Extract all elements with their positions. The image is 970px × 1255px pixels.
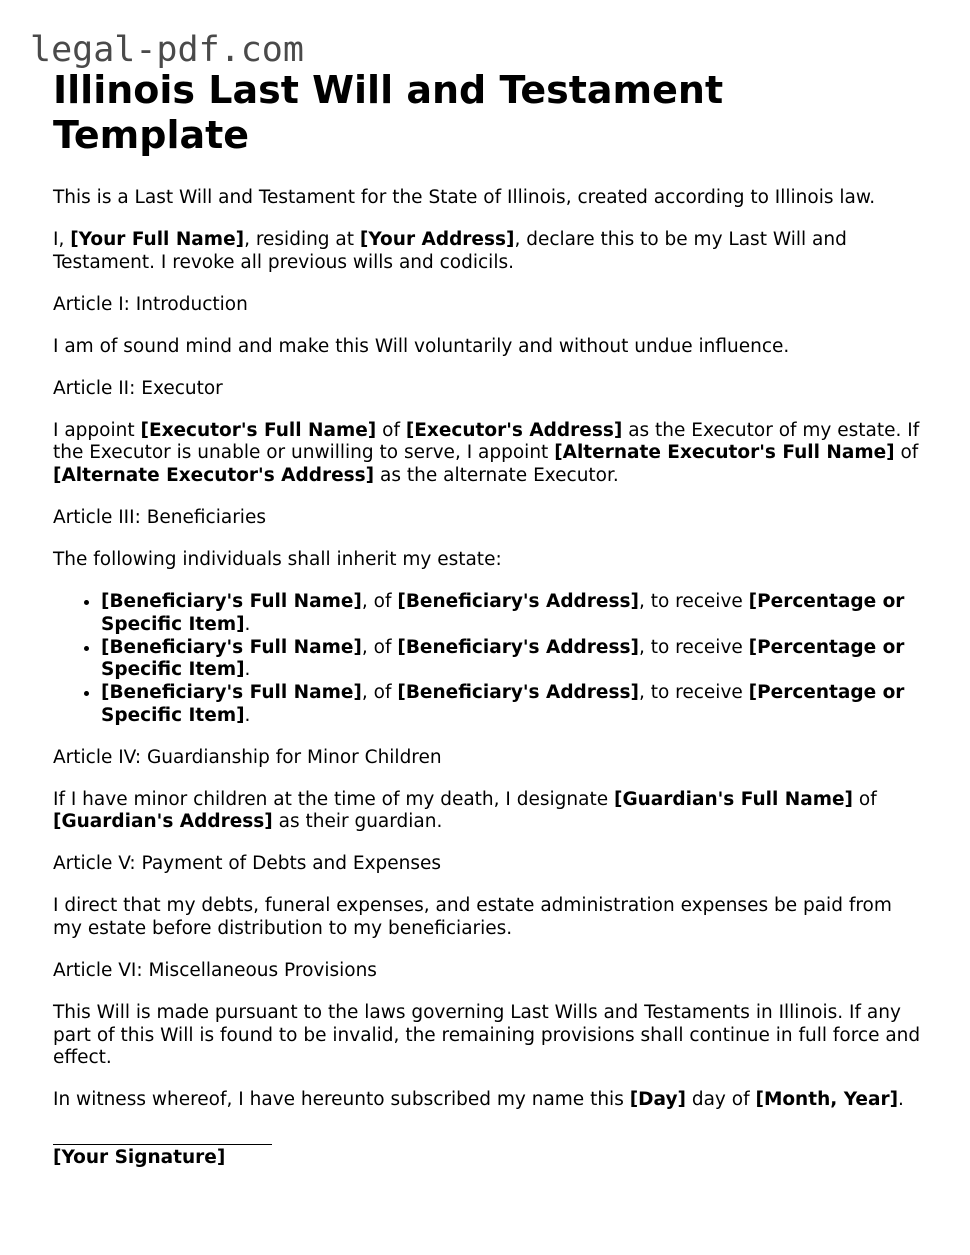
- article-1-heading: Article I: Introduction: [53, 293, 248, 315]
- article-6-text: This Will is made pursuant to the laws governing Last Wills and Testaments in Illinois. If any part of this Will is found to be invalid, the remaining provisions shall continue in full force and effect.: [53, 1002, 921, 1069]
- placeholder-beneficiary-name: [Beneficiary's Full Name]: [101, 591, 362, 613]
- document-title: Illinois Last Will and Testament Template: [53, 68, 724, 157]
- intro-paragraph: This is a Last Will and Testament for the State of Illinois, created according to Illinois law.: [53, 187, 876, 208]
- beneficiary-fragment: , to receive: [638, 591, 749, 613]
- article-2-fragment: as the Executor of my estate. If the Executor is unable or unwilling to serve, I appoint: [53, 419, 920, 464]
- signature-label: [Your Signature]: [53, 1147, 226, 1169]
- beneficiary-fragment: .: [244, 659, 251, 681]
- placeholder-day: [Day]: [629, 1089, 686, 1111]
- placeholder-alternate-executor-address: [Alternate Executor's Address]: [53, 465, 375, 487]
- declaration-text: I,: [53, 229, 71, 250]
- beneficiary-fragment: , of: [361, 591, 398, 613]
- article-4-heading: Article IV: Guardianship for Minor Children: [53, 746, 442, 768]
- declaration-paragraph: [53, 229, 925, 274]
- declaration-text: , declare this to be my Last Will and Testament. I revoke all previous wills and codicils.: [53, 229, 847, 273]
- placeholder-guardian-address: [Guardian's Address]: [53, 811, 273, 833]
- beneficiary-fragment: , to receive: [638, 681, 749, 703]
- declaration-text: , residing at: [244, 229, 360, 250]
- article-2-fragment: as the alternate Executor.: [374, 465, 619, 487]
- witness-fragment: In witness whereof, I have hereunto subscribed my name this: [53, 1089, 630, 1111]
- article-4-text: [53, 789, 925, 834]
- witness-fragment: .: [898, 1089, 904, 1111]
- beneficiary-fragment: , of: [361, 636, 398, 658]
- beneficiary-fragment: , of: [361, 681, 398, 703]
- placeholder-executor-name: [Executor's Full Name]: [140, 419, 377, 441]
- beneficiary-fragment: .: [244, 704, 251, 726]
- placeholder-alternate-executor-name: [Alternate Executor's Full Name]: [554, 442, 895, 464]
- article-2-text: [53, 420, 925, 488]
- placeholder-month-year: [Month, Year]: [755, 1089, 899, 1111]
- placeholder-beneficiary-address: [Beneficiary's Address]: [397, 681, 639, 703]
- placeholder-beneficiary-address: [Beneficiary's Address]: [397, 591, 639, 613]
- witness-paragraph: [53, 1089, 925, 1112]
- beneficiary-item: [101, 591, 925, 636]
- placeholder-beneficiary-address: [Beneficiary's Address]: [397, 636, 639, 658]
- article-6-heading: Article VI: Miscellaneous Provisions: [53, 960, 377, 982]
- witness-fragment: day of: [685, 1089, 756, 1111]
- article-2-fragment: of: [894, 442, 919, 464]
- document-page: [53, 68, 925, 1170]
- article-1-text: I am of sound mind and make this Will voluntarily and without undue influence.: [53, 335, 790, 357]
- beneficiary-fragment: .: [244, 613, 251, 635]
- signature-line: [53, 1144, 272, 1145]
- placeholder-beneficiary-share: [Percentage or Specific Item]: [101, 636, 905, 681]
- placeholder-beneficiary-name: [Beneficiary's Full Name]: [101, 636, 362, 658]
- placeholder-beneficiary-name: [Beneficiary's Full Name]: [101, 681, 362, 703]
- article-2-fragment: of: [376, 419, 406, 441]
- placeholder-executor-address: [Executor's Address]: [405, 419, 623, 441]
- beneficiary-list: [53, 591, 925, 727]
- beneficiary-fragment: , to receive: [638, 636, 749, 658]
- article-4-fragment: of: [853, 788, 877, 810]
- article-2-fragment: I appoint: [53, 419, 141, 441]
- article-3-heading: Article III: Beneficiaries: [53, 507, 266, 529]
- article-4-fragment: If I have minor children at the time of my death, I designate: [53, 788, 614, 810]
- placeholder-guardian-name: [Guardian's Full Name]: [613, 788, 854, 810]
- article-2-heading: Article II: Executor: [53, 377, 223, 399]
- article-3-intro: The following individuals shall inherit my estate:: [53, 549, 502, 571]
- article-5-text: I direct that my debts, funeral expenses, and estate administration expenses be paid from my estate before distribution to my beneficiaries.: [53, 895, 892, 940]
- placeholder-full-name: [Your Full Name]: [70, 229, 245, 250]
- beneficiary-item: [101, 637, 925, 682]
- placeholder-address: [Your Address]: [359, 229, 515, 250]
- article-4-fragment: as their guardian.: [272, 811, 443, 833]
- beneficiary-item: [101, 682, 925, 727]
- article-5-heading: Article V: Payment of Debts and Expenses: [53, 853, 442, 875]
- placeholder-beneficiary-share: [Percentage or Specific Item]: [101, 591, 905, 635]
- placeholder-beneficiary-share: [Percentage or Specific Item]: [101, 681, 905, 726]
- watermark-text: legal-pdf.com: [30, 30, 304, 70]
